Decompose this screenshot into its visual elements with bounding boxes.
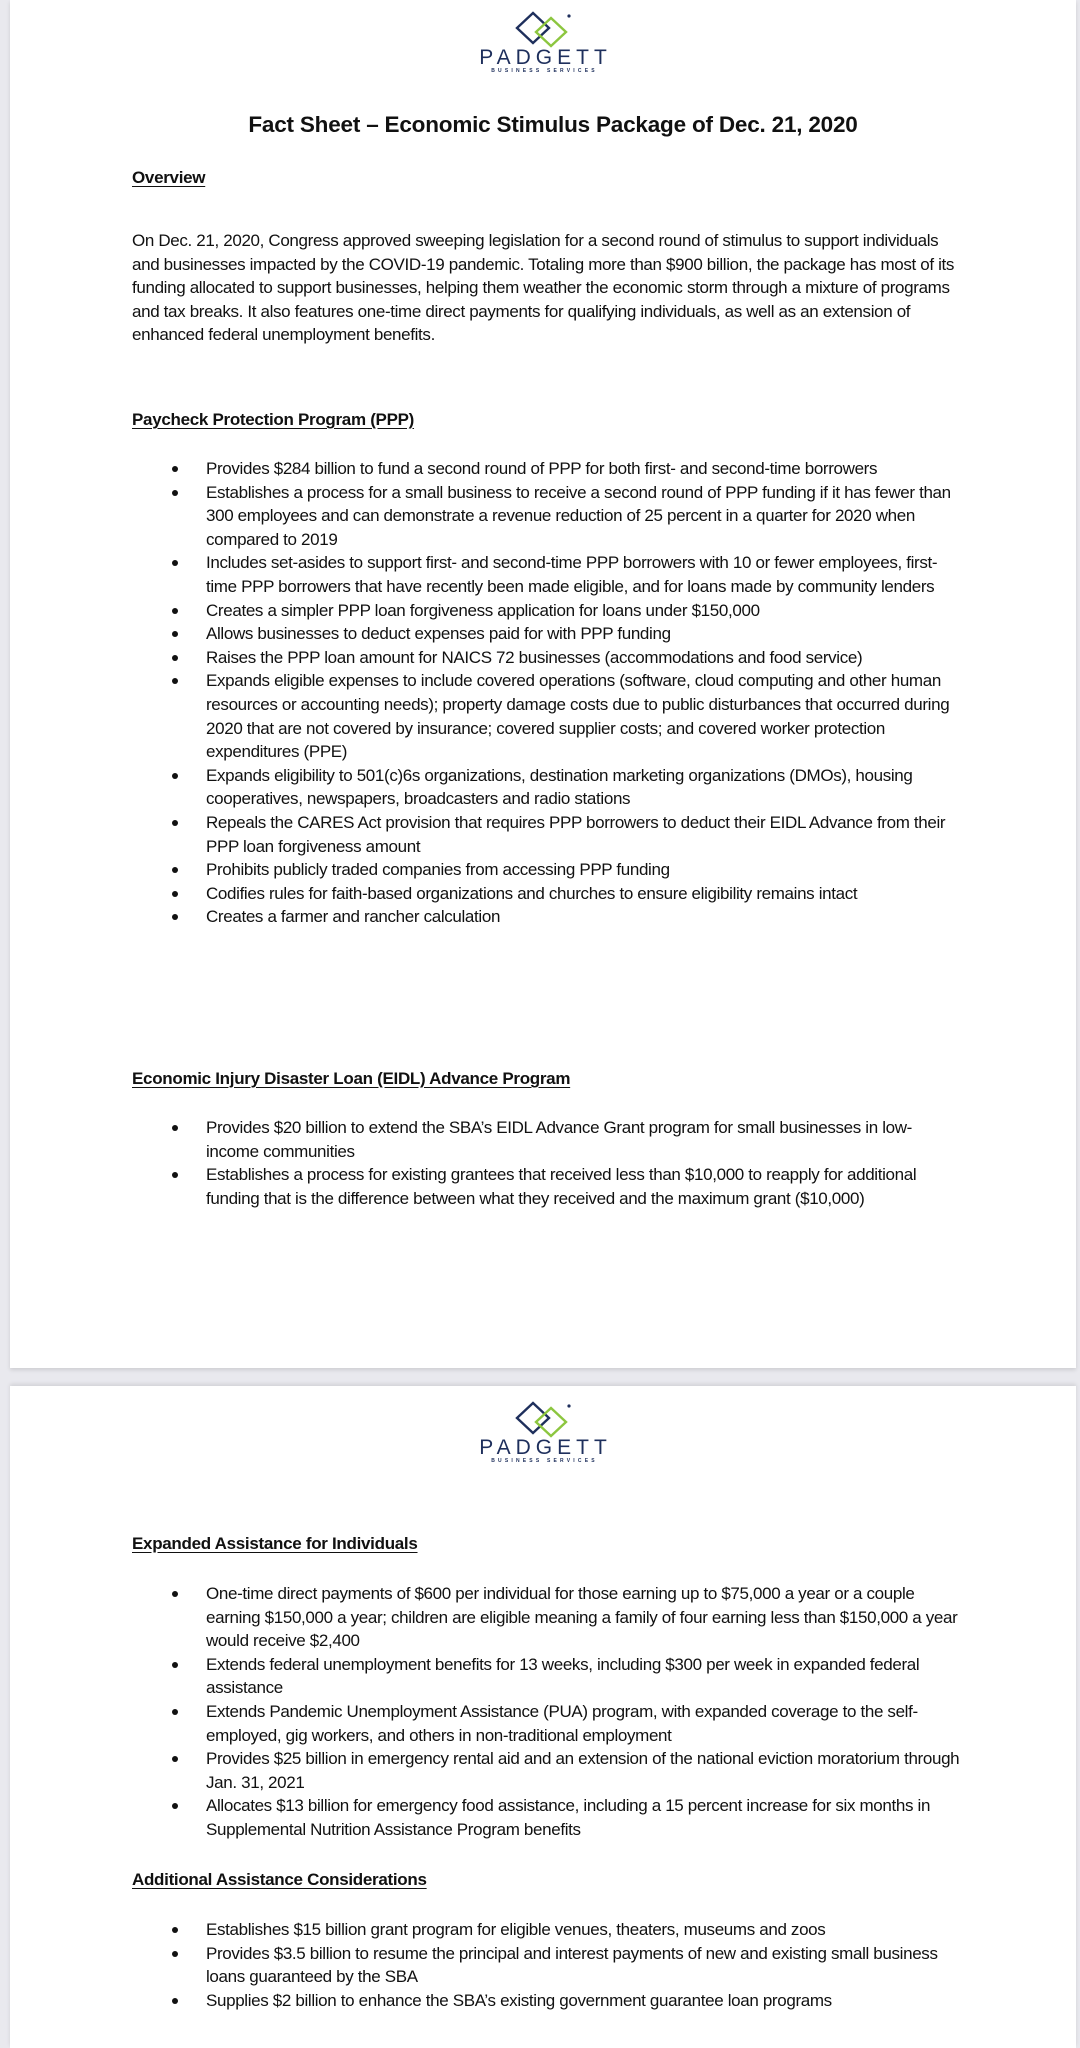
company-logo [463, 1398, 623, 1464]
document-page-1 [10, 0, 1076, 1368]
list-item: Allows businesses to deduct expenses paid for with PPP funding [132, 622, 962, 646]
list-item: Establishes a process for existing grantees that received less than $10,000 to reapply for additional funding that is the difference between what they received and the maximum grant ($10,000) [132, 1163, 962, 1210]
bullet-icon [172, 560, 178, 566]
bullet-icon [172, 914, 178, 920]
list-item: Allocates $13 billion for emergency food assistance, including a 15 percent increase for six months in Supplemental Nutrition Assistance Program benefits [132, 1794, 962, 1841]
bullet-icon [172, 867, 178, 873]
eidl-list [132, 1116, 962, 1210]
list-item: Creates a farmer and rancher calculation [132, 905, 962, 929]
logo-diamonds-icon [463, 8, 623, 48]
eidl-heading: Economic Injury Disaster Loan (EIDL) Advance Program [132, 1069, 571, 1088]
bullet-icon [172, 678, 178, 684]
list-item: Expands eligibility to 501(c)6s organizations, destination marketing organizations (DMOs), housing cooperatives, newspapers, broadcasters and radio stations [132, 764, 962, 811]
logo-subtitle: BUSINESS SERVICES [491, 1458, 598, 1464]
bullet-icon [172, 466, 178, 472]
list-item: One-time direct payments of $600 per individual for those earning up to $75,000 a year or a couple earning $150,000 a year; children are eligible meaning a family of four earning less than $150,000 a year would receive $2,400 [132, 1582, 962, 1653]
bullet-icon [172, 1998, 178, 2004]
list-item: Provides $20 billion to extend the SBA’s EIDL Advance Grant program for small businesses in low-income communities [132, 1116, 962, 1163]
bullet-icon [172, 1662, 178, 1668]
list-item: Repeals the CARES Act provision that requires PPP borrowers to deduct their EIDL Advance from their PPP loan forgiveness amount [132, 811, 962, 858]
registered-mark-icon [567, 14, 570, 17]
logo-diamonds-icon [463, 1398, 623, 1438]
bullet-icon [172, 608, 178, 614]
bullet-icon [172, 1951, 178, 1957]
overview-paragraph: On Dec. 21, 2020, Congress approved sweeping legislation for a second round of stimulus to support individuals and businesses impacted by the COVID-19 pandemic. Totaling more than $900 billion, the package has most of its funding allocated to support businesses, helping them weather the economic storm through a mixture of programs and tax breaks. It also features one-time direct payments for qualifying individuals, as well as an extension of enhanced federal unemployment benefits. [132, 231, 955, 345]
additional-heading: Additional Assistance Considerations [132, 1870, 427, 1889]
ppp-heading: Paycheck Protection Program (PPP) [132, 410, 415, 429]
list-item: Establishes a process for a small business to receive a second round of PPP funding if it has fewer than 300 employees and can demonstrate a revenue reduction of 25 percent in a quarter for 2020 when compared to 2019 [132, 481, 962, 552]
individuals-list [132, 1582, 962, 1842]
document-title: Fact Sheet – Economic Stimulus Package of Dec. 21, 2020 [248, 112, 858, 137]
registered-mark-icon [567, 1404, 570, 1407]
company-logo [463, 8, 623, 74]
list-item: Expands eligible expenses to include covered operations (software, cloud computing and other human resources or accounting needs); property damage costs due to public disturbances that occurred during 2020 that are not covered by insurance; covered supplier costs; and covered worker protection expenditures (PPE) [132, 669, 962, 763]
bullet-icon [172, 773, 178, 779]
logo-name: PADGETT [479, 1436, 612, 1459]
list-item: Provides $284 billion to fund a second round of PPP for both first- and second-time borrowers [132, 457, 962, 481]
list-item: Supplies $2 billion to enhance the SBA’s existing government guarantee loan programs [132, 1989, 962, 2013]
ppp-list [132, 457, 962, 929]
list-item: Creates a simpler PPP loan forgiveness application for loans under $150,000 [132, 599, 962, 623]
list-item: Extends federal unemployment benefits for 13 weeks, including $300 per week in expanded federal assistance [132, 1653, 962, 1700]
logo-name: PADGETT [479, 46, 612, 69]
list-item: Provides $25 billion in emergency rental aid and an extension of the national eviction moratorium through Jan. 31, 2021 [132, 1747, 962, 1794]
document-page-2 [10, 1386, 1076, 2048]
bullet-icon [172, 1591, 178, 1597]
bullet-icon [172, 1125, 178, 1131]
list-item: Raises the PPP loan amount for NAICS 72 businesses (accommodations and food service) [132, 646, 962, 670]
list-item: Provides $3.5 billion to resume the principal and interest payments of new and existing small business loans guaranteed by the SBA [132, 1942, 962, 1989]
overview-heading: Overview [132, 168, 206, 187]
bullet-icon [172, 631, 178, 637]
bullet-icon [172, 1756, 178, 1762]
bullet-icon [172, 1172, 178, 1178]
bullet-icon [172, 1709, 178, 1715]
list-item: Extends Pandemic Unemployment Assistance (PUA) program, with expanded coverage to the self-employed, gig workers, and others in non-traditional employment [132, 1700, 962, 1747]
list-item: Codifies rules for faith-based organizations and churches to ensure eligibility remains intact [132, 882, 962, 906]
logo-subtitle: BUSINESS SERVICES [491, 68, 598, 74]
bullet-icon [172, 1803, 178, 1809]
bullet-icon [172, 490, 178, 496]
list-item: Prohibits publicly traded companies from accessing PPP funding [132, 858, 962, 882]
list-item: Includes set-asides to support first- and second-time PPP borrowers with 10 or fewer employees, first-time PPP borrowers that have recently been made eligible, and for loans made by community lenders [132, 551, 962, 598]
bullet-icon [172, 1927, 178, 1933]
additional-list [132, 1918, 962, 2012]
bullet-icon [172, 655, 178, 661]
list-item: Establishes $15 billion grant program for eligible venues, theaters, museums and zoos [132, 1918, 962, 1942]
bullet-icon [172, 820, 178, 826]
bullet-icon [172, 891, 178, 897]
individuals-heading: Expanded Assistance for Individuals [132, 1534, 418, 1553]
